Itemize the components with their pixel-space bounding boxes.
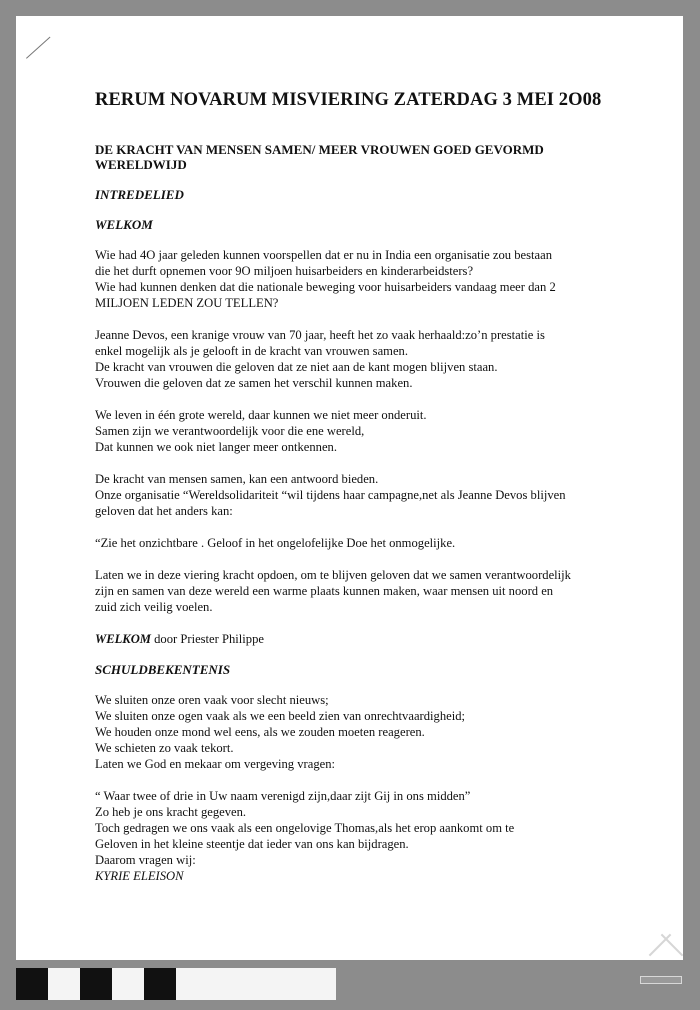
strip-black-block — [16, 968, 48, 1000]
text-line: De kracht van vrouwen die geloven dat ze niet aan de kant mogen blijven staan. — [95, 360, 498, 374]
paragraph-5 — [95, 535, 643, 551]
text-line: MILJOEN LEDEN ZOU TELLEN? — [95, 296, 279, 310]
heading-schuldbekentenis: SCHULDBEKENTENIS — [95, 662, 231, 677]
corner-mark — [26, 37, 50, 59]
strip-white-block — [48, 968, 80, 1000]
heading-intredelied: INTREDELIED — [95, 187, 184, 202]
paragraph-4 — [95, 471, 643, 519]
text-line: die het durft opnemen voor 9O miljoen huisarbeiders en kinderarbeidsters? — [95, 264, 474, 278]
fold-mark — [645, 928, 681, 956]
text-line: Laten we God en mekaar om vergeving vragen: — [95, 757, 336, 771]
text-line: Onze organisatie “Wereldsolidariteit “wil tijdens haar campagne,net als Jeanne Devos blijven — [95, 488, 566, 502]
text-line: Samen zijn we verantwoordelijk voor die ene wereld, — [95, 424, 365, 438]
text-line: We leven in één grote wereld, daar kunnen we niet meer onderuit. — [95, 408, 427, 422]
document-subtitle: DE KRACHT VAN MENSEN SAMEN/ MEER VROUWEN GOED GEVORMD WERELDWIJD — [95, 142, 544, 172]
text-line: Zo heb je ons kracht gegeven. — [95, 805, 247, 819]
welkom-bold: WELKOM — [95, 632, 151, 646]
heading-welkom: WELKOM — [95, 217, 153, 232]
schuld-paragraph-2 — [95, 788, 643, 884]
document-page — [16, 16, 683, 960]
text-line: We sluiten onze ogen vaak als we een beeld zien van onrechtvaardigheid; — [95, 709, 465, 723]
document-title: RERUM NOVARUM MISVIERING ZATERDAG 3 MEI 2O08 — [95, 90, 602, 110]
schuld-paragraph-1 — [95, 692, 643, 772]
strip-white-block — [112, 968, 144, 1000]
paragraph-2 — [95, 327, 643, 391]
text-line: Wie had 4O jaar geleden kunnen voorspellen dat er nu in India een organisatie zou bestaan — [95, 248, 553, 262]
text-line: De kracht van mensen samen, kan een antwoord bieden. — [95, 472, 379, 486]
final-line — [95, 852, 643, 884]
text-line: enkel mogelijk als je gelooft in de kracht van vrouwen samen. — [95, 344, 408, 358]
strip-black-block — [80, 968, 112, 1000]
text-line: Vrouwen die geloven dat ze samen het verschil kunnen maken. — [95, 376, 413, 390]
final-prefix: Daarom vragen wij: — [95, 853, 203, 867]
paragraph-6 — [95, 567, 643, 615]
text-line: Geloven in het kleine steentje dat ieder van ons kan bijdragen. — [95, 837, 409, 851]
kyrie-eleison: KYRIE ELEISON — [95, 869, 184, 883]
paragraph-3 — [95, 407, 643, 455]
text-line: Toch gedragen we ons vaak als een ongelovige Thomas,als het erop aankomt om te — [95, 821, 515, 835]
text-line: Wie had kunnen denken dat die nationale beweging voor huisarbeiders vandaag meer dan 2 — [95, 280, 556, 294]
text-line: We sluiten onze oren vaak voor slecht nieuws; — [95, 693, 329, 707]
text-line: Laten we in deze viering kracht opdoen, om te blijven geloven dat we samen verantwoordelijk — [95, 568, 571, 582]
text-line: We schieten zo vaak tekort. — [95, 741, 234, 755]
strip-white-block — [176, 968, 336, 1000]
text-line: Dat kunnen we ook niet langer meer ontkennen. — [95, 440, 337, 454]
text-line: zuid zich veilig voelen. — [95, 600, 213, 614]
strip-black-block — [144, 968, 176, 1000]
welkom-line — [95, 631, 643, 647]
scale-bar — [640, 976, 682, 984]
color-calibration-strip — [16, 968, 336, 1000]
text-line: Jeanne Devos, een kranige vrouw van 70 jaar, heeft het zo vaak herhaald:zo’n prestatie is — [95, 328, 545, 342]
welkom-rest: door Priester Philippe — [150, 632, 264, 646]
text-line: We houden onze mond wel eens, als we zouden moeten reageren. — [95, 725, 425, 739]
text-line: “Zie het onzichtbare . Geloof in het ongelofelijke Doe het onmogelijke. — [95, 536, 456, 550]
text-line: zijn en samen van deze wereld een warme plaats kunnen maken, waar mensen uit noord en — [95, 584, 554, 598]
paragraph-1 — [95, 247, 643, 311]
text-line: geloven dat het anders kan: — [95, 504, 233, 518]
text-line: “ Waar twee of drie in Uw naam verenigd zijn,daar zijt Gij in ons midden” — [95, 789, 471, 803]
